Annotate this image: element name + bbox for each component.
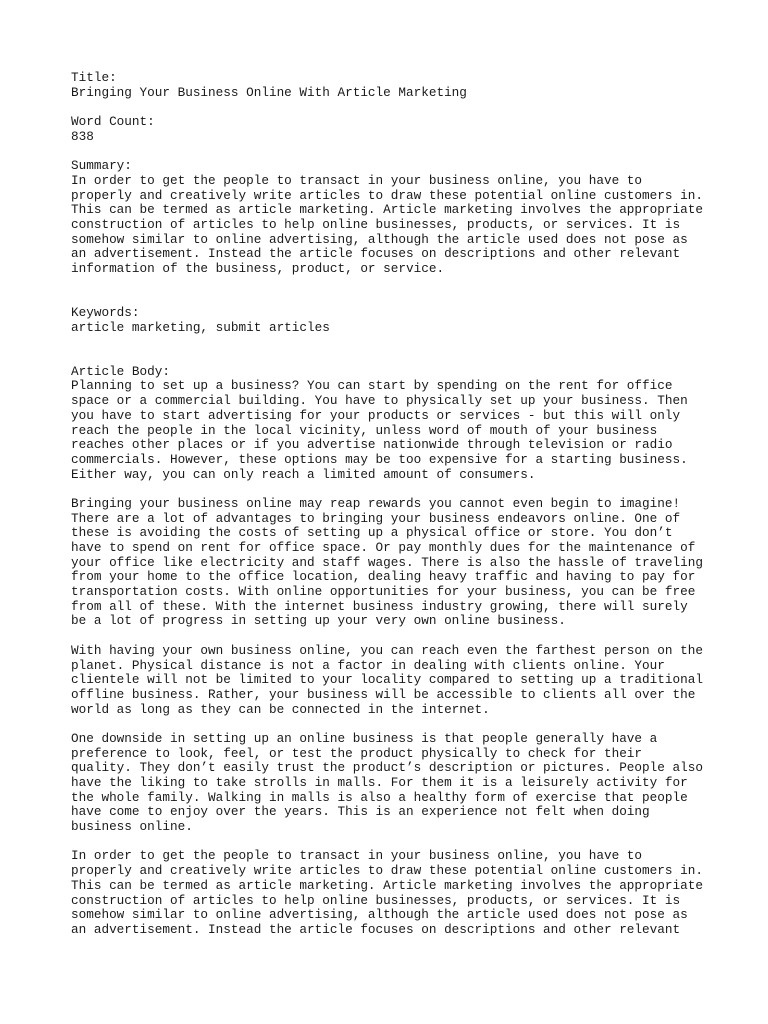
document-page: [71, 71, 721, 938]
paragraph-line: be a lot of progress in setting up your very own online business.: [71, 613, 566, 629]
word-count-label: Word Count:: [71, 114, 155, 130]
summary-line: information of the business, product, or service.: [71, 260, 445, 276]
paragraph-line: properly and creatively write articles to draw these potential online customers in.: [71, 863, 703, 879]
summary-line: an advertisement. Instead the article focuses on descriptions and other relevant: [71, 246, 681, 262]
paragraph-line: Either way, you can only reach a limited amount of consumers.: [71, 466, 536, 482]
paragraph-line: planet. Physical distance is not a factor in dealing with clients online. Your: [71, 657, 665, 673]
paragraph-line: reach the people in the local vicinity, unless word of mouth of your business: [71, 422, 658, 438]
paragraph-line: have the liking to take strolls in malls. For them it is a leisurely activity for: [71, 775, 688, 791]
summary-line: somehow similar to online advertising, although the article used does not pose as: [71, 231, 688, 247]
body-paragraph: [71, 849, 721, 937]
summary-section: [71, 159, 721, 277]
paragraph-line: offline business. Rather, your business will be accessible to clients all over the: [71, 686, 696, 702]
paragraph-line: reaches other places or if you advertise nationwide through television or radio: [71, 437, 673, 453]
paragraph-line: the whole family. Walking in malls is also a healthy form of exercise that people: [71, 789, 688, 805]
article-body-section: [71, 365, 721, 938]
paragraph-line: these is avoiding the costs of setting up a physical office or store. You don’t: [71, 525, 673, 541]
summary-line: construction of articles to help online businesses, products, or services. It is: [71, 216, 681, 232]
paragraph-line: transportation costs. With online opportunities for your business, you can be free: [71, 584, 696, 600]
paragraph-line: construction of articles to help online businesses, products, or services. It is: [71, 892, 681, 908]
paragraph-line: Planning to set up a business? You can start by spending on the rent for office: [71, 378, 673, 394]
paragraph-line: an advertisement. Instead the article focuses on descriptions and other relevant: [71, 921, 681, 937]
paragraph-line: Bringing your business online may reap rewards you cannot even begin to imagine!: [71, 495, 681, 511]
paragraph-line: from all of these. With the internet business industry growing, there will surely: [71, 598, 688, 614]
article-body-label: Article Body:: [71, 363, 170, 379]
body-paragraph: [71, 644, 721, 717]
paragraph-line: With having your own business online, you can reach even the farthest person on the: [71, 642, 703, 658]
paragraph-line: somehow similar to online advertising, although the article used does not pose as: [71, 907, 688, 923]
body-paragraph: [71, 379, 721, 482]
paragraph-line: you have to start advertising for your products or services - but this will only: [71, 407, 681, 423]
keywords-label: Keywords:: [71, 305, 140, 321]
paragraph-line: preference to look, feel, or test the product physically to check for their: [71, 745, 643, 761]
word-count-section: [71, 115, 721, 144]
paragraph-line: world as long as they can be connected in the internet.: [71, 701, 490, 717]
title-label: Title:: [71, 70, 117, 85]
paragraph-line: have come to enjoy over the years. This is an experience not felt when doing: [71, 804, 650, 820]
paragraph-line: There are a lot of advantages to bringing your business endeavors online. One of: [71, 510, 681, 526]
paragraph-line: In order to get the people to transact in your business online, you have to: [71, 848, 643, 864]
document-title: Bringing Your Business Online With Article Marketing: [71, 84, 467, 100]
paragraph-line: quality. They don’t easily trust the product’s description or pictures. People also: [71, 760, 703, 776]
keywords-value: article marketing, submit articles: [71, 319, 330, 335]
paragraph-line: have to spend on rent for office space. Or pay monthly dues for the maintenance of: [71, 540, 696, 556]
paragraph-line: space or a commercial building. You have to physically set up your business. Then: [71, 393, 688, 409]
word-count-value: 838: [71, 128, 94, 144]
paragraph-line: One downside in setting up an online business is that people generally have a: [71, 730, 658, 746]
summary-line: properly and creatively write articles to draw these potential online customers in.: [71, 187, 703, 203]
paragraph-line: commercials. However, these options may be too expensive for a starting business.: [71, 451, 688, 467]
paragraph-line: This can be termed as article marketing. Article marketing involves the appropriate: [71, 877, 703, 893]
summary-line: In order to get the people to transact in your business online, you have to: [71, 172, 643, 188]
summary-line: This can be termed as article marketing. Article marketing involves the appropriate: [71, 202, 703, 218]
paragraph-line: your office like electricity and staff wages. There is also the hassle of traveling: [71, 554, 703, 570]
body-paragraph: [71, 497, 721, 629]
body-paragraph: [71, 732, 721, 835]
paragraph-line: from your home to the office location, dealing heavy traffic and having to pay for: [71, 569, 696, 585]
paragraph-line: clientele will not be limited to your locality compared to setting up a traditional: [71, 672, 703, 688]
summary-label: Summary:: [71, 158, 132, 174]
paragraph-line: business online.: [71, 819, 193, 835]
title-section: [71, 71, 721, 100]
keywords-section: [71, 306, 721, 335]
